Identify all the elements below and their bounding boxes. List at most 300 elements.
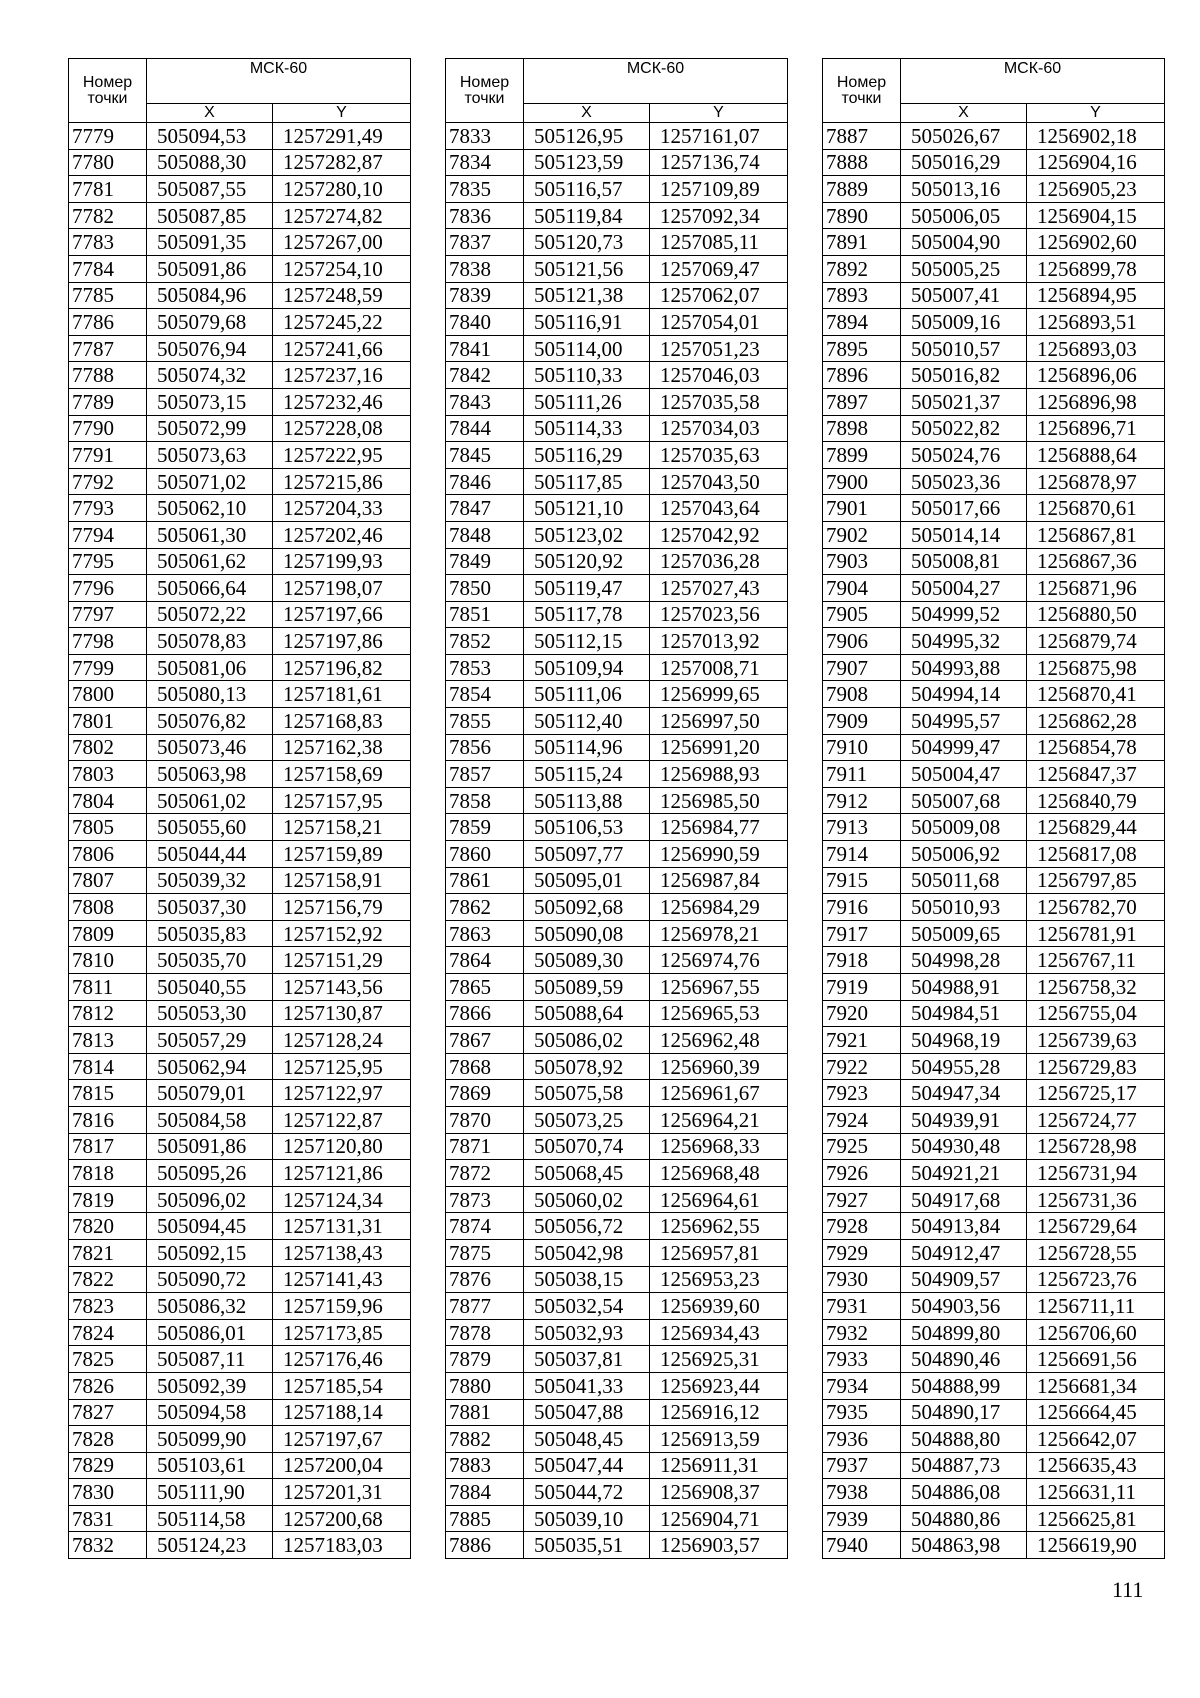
point-number-cell: 7863: [446, 920, 524, 947]
point-number-cell: 7911: [823, 761, 901, 788]
x-coordinate-cell: 505117,85: [524, 468, 650, 495]
table-row: [69, 1266, 411, 1293]
table-row: [823, 229, 1165, 256]
table-row: [823, 1293, 1165, 1320]
table-row: [823, 362, 1165, 389]
table-row: [823, 495, 1165, 522]
table-row: [69, 1479, 411, 1506]
x-coordinate-cell: 505095,26: [147, 1160, 273, 1187]
point-number-cell: 7845: [446, 442, 524, 469]
table-row: [823, 681, 1165, 708]
point-number-cell: 7840: [446, 309, 524, 336]
x-coordinate-cell: 504993,88: [901, 654, 1027, 681]
y-coordinate-cell: 1256888,64: [1027, 442, 1165, 469]
x-coordinate-cell: 505070,74: [524, 1133, 650, 1160]
y-coordinate-cell: 1256725,17: [1027, 1080, 1165, 1107]
x-coordinate-cell: 504909,57: [901, 1266, 1027, 1293]
y-coordinate-cell: 1257204,33: [273, 495, 411, 522]
x-coordinate-cell: 504968,19: [901, 1027, 1027, 1054]
x-coordinate-cell: 505009,08: [901, 814, 1027, 841]
table-row: [823, 1160, 1165, 1187]
point-number-cell: 7859: [446, 814, 524, 841]
x-coordinate-cell: 505037,30: [147, 894, 273, 921]
point-number-cell: 7898: [823, 415, 901, 442]
x-coordinate-cell: 505042,98: [524, 1239, 650, 1266]
point-number-cell: 7814: [69, 1053, 147, 1080]
x-coordinate-cell: 505041,33: [524, 1372, 650, 1399]
table-row: [446, 415, 788, 442]
y-coordinate-cell: 1256871,96: [1027, 575, 1165, 602]
point-number-cell: 7884: [446, 1479, 524, 1506]
table-row: [69, 1319, 411, 1346]
y-coordinate-cell: 1256894,95: [1027, 282, 1165, 309]
table-row: [823, 442, 1165, 469]
y-coordinate-cell: 1257200,68: [273, 1505, 411, 1532]
y-coordinate-cell: 1257128,24: [273, 1027, 411, 1054]
y-coordinate-cell: 1257141,43: [273, 1266, 411, 1293]
y-coordinate-cell: 1257197,66: [273, 601, 411, 628]
y-coordinate-cell: 1257124,34: [273, 1186, 411, 1213]
x-header: X: [901, 104, 1027, 123]
table-row: [69, 974, 411, 1001]
point-number-cell: 7927: [823, 1186, 901, 1213]
x-coordinate-cell: 505047,44: [524, 1452, 650, 1479]
x-coordinate-cell: 505091,86: [147, 255, 273, 282]
table-row: [69, 841, 411, 868]
point-number-cell: 7853: [446, 654, 524, 681]
x-coordinate-cell: 505121,10: [524, 495, 650, 522]
y-coordinate-cell: 1256957,81: [650, 1239, 788, 1266]
table-row: [823, 654, 1165, 681]
point-number-cell: 7809: [69, 920, 147, 947]
table-row: [69, 601, 411, 628]
point-number-cell: 7883: [446, 1452, 524, 1479]
x-coordinate-cell: 505092,15: [147, 1239, 273, 1266]
x-coordinate-cell: 505123,59: [524, 149, 650, 176]
table-row: [69, 1000, 411, 1027]
point-number-cell: 7846: [446, 468, 524, 495]
point-number-cell: 7806: [69, 841, 147, 868]
table-row: [446, 1293, 788, 1320]
table-row: [446, 1027, 788, 1054]
x-coordinate-cell: 505115,24: [524, 761, 650, 788]
y-coordinate-cell: 1256964,21: [650, 1106, 788, 1133]
x-coordinate-cell: 505071,02: [147, 468, 273, 495]
table-row: [69, 176, 411, 203]
y-coordinate-cell: 1256840,79: [1027, 787, 1165, 814]
table-row: [446, 1239, 788, 1266]
y-coordinate-cell: 1256817,08: [1027, 841, 1165, 868]
y-coordinate-cell: 1256999,65: [650, 681, 788, 708]
y-header: Y: [273, 104, 411, 123]
table-row: [446, 521, 788, 548]
y-coordinate-cell: 1256878,97: [1027, 468, 1165, 495]
table-row: [69, 1372, 411, 1399]
y-coordinate-cell: 1256691,56: [1027, 1346, 1165, 1373]
table-row: [823, 1106, 1165, 1133]
table-row: [446, 255, 788, 282]
table-row: [823, 787, 1165, 814]
y-coordinate-cell: 1257158,21: [273, 814, 411, 841]
y-coordinate-cell: 1256880,50: [1027, 601, 1165, 628]
table-row: [69, 229, 411, 256]
y-coordinate-cell: 1257159,96: [273, 1293, 411, 1320]
y-coordinate-cell: 1257202,46: [273, 521, 411, 548]
y-coordinate-cell: 1256893,03: [1027, 335, 1165, 362]
page-number: 111: [1112, 1577, 1144, 1602]
point-number-cell: 7890: [823, 202, 901, 229]
x-coordinate-cell: 505116,91: [524, 309, 650, 336]
point-number-cell: 7923: [823, 1080, 901, 1107]
point-number-cell: 7899: [823, 442, 901, 469]
y-coordinate-cell: 1256903,57: [650, 1532, 788, 1559]
x-coordinate-cell: 505094,45: [147, 1213, 273, 1240]
point-number-cell: 7804: [69, 787, 147, 814]
point-number-cell: 7910: [823, 734, 901, 761]
y-coordinate-cell: 1256797,85: [1027, 867, 1165, 894]
y-coordinate-cell: 1256939,60: [650, 1293, 788, 1320]
table-row: [823, 1319, 1165, 1346]
y-coordinate-cell: 1256988,93: [650, 761, 788, 788]
x-coordinate-cell: 504917,68: [901, 1186, 1027, 1213]
point-number-cell: 7880: [446, 1372, 524, 1399]
table-row: [69, 1452, 411, 1479]
x-coordinate-cell: 505060,02: [524, 1186, 650, 1213]
point-number-cell: 7852: [446, 628, 524, 655]
x-coordinate-cell: 505007,68: [901, 787, 1027, 814]
point-number-cell: 7795: [69, 548, 147, 575]
y-coordinate-cell: 1257232,46: [273, 388, 411, 415]
y-coordinate-cell: 1256997,50: [650, 708, 788, 735]
y-coordinate-cell: 1256631,11: [1027, 1479, 1165, 1506]
x-coordinate-cell: 505062,10: [147, 495, 273, 522]
coordinates-table-2: [445, 58, 788, 1559]
point-number-cell: 7849: [446, 548, 524, 575]
y-coordinate-cell: 1257152,92: [273, 920, 411, 947]
x-coordinate-cell: 505096,02: [147, 1186, 273, 1213]
x-coordinate-cell: 505110,33: [524, 362, 650, 389]
table-row: [823, 974, 1165, 1001]
table-row: [69, 1239, 411, 1266]
y-coordinate-cell: 1257043,64: [650, 495, 788, 522]
point-number-cell: 7902: [823, 521, 901, 548]
point-number-cell: 7912: [823, 787, 901, 814]
y-coordinate-cell: 1257122,87: [273, 1106, 411, 1133]
x-coordinate-cell: 505106,53: [524, 814, 650, 841]
table-row: [446, 681, 788, 708]
x-coordinate-cell: 505016,29: [901, 149, 1027, 176]
x-coordinate-cell: 505068,45: [524, 1160, 650, 1187]
point-number-cell: 7930: [823, 1266, 901, 1293]
x-coordinate-cell: 505023,36: [901, 468, 1027, 495]
x-coordinate-cell: 505013,16: [901, 176, 1027, 203]
table-row: [446, 1266, 788, 1293]
table-row: [446, 734, 788, 761]
table-row: [823, 1532, 1165, 1559]
table-row: [446, 1000, 788, 1027]
point-number-cell: 7834: [446, 149, 524, 176]
x-coordinate-cell: 505006,92: [901, 841, 1027, 868]
table-row: [823, 601, 1165, 628]
x-coordinate-cell: 505035,70: [147, 947, 273, 974]
point-number-cell: 7850: [446, 575, 524, 602]
y-coordinate-cell: 1256984,29: [650, 894, 788, 921]
x-coordinate-cell: 505086,02: [524, 1027, 650, 1054]
table-row: [69, 202, 411, 229]
table-row: [69, 1080, 411, 1107]
x-coordinate-cell: 505004,47: [901, 761, 1027, 788]
table-row: [446, 1213, 788, 1240]
x-coordinate-cell: 504863,98: [901, 1532, 1027, 1559]
point-number-cell: 7932: [823, 1319, 901, 1346]
x-coordinate-cell: 505038,15: [524, 1266, 650, 1293]
table-row: [446, 1532, 788, 1559]
y-coordinate-cell: 1257168,83: [273, 708, 411, 735]
table-row: [823, 1080, 1165, 1107]
table-row: [69, 787, 411, 814]
x-coordinate-cell: 505010,93: [901, 894, 1027, 921]
table-row: [446, 867, 788, 894]
point-number-cell: 7843: [446, 388, 524, 415]
x-coordinate-cell: 504880,86: [901, 1505, 1027, 1532]
point-number-cell: 7789: [69, 388, 147, 415]
table-row: [823, 1346, 1165, 1373]
table-row: [823, 1213, 1165, 1240]
x-coordinate-cell: 505114,00: [524, 335, 650, 362]
x-coordinate-cell: 505094,53: [147, 123, 273, 150]
point-number-cell: 7813: [69, 1027, 147, 1054]
x-coordinate-cell: 505119,84: [524, 202, 650, 229]
y-coordinate-cell: 1256862,28: [1027, 708, 1165, 735]
x-coordinate-cell: 505032,93: [524, 1319, 650, 1346]
y-coordinate-cell: 1256896,06: [1027, 362, 1165, 389]
point-number-cell: 7904: [823, 575, 901, 602]
point-number-cell: 7887: [823, 123, 901, 150]
table-row: [69, 1505, 411, 1532]
y-coordinate-cell: 1256913,59: [650, 1426, 788, 1453]
table-row: [446, 1372, 788, 1399]
x-coordinate-cell: 504887,73: [901, 1452, 1027, 1479]
point-number-cell: 7781: [69, 176, 147, 203]
x-coordinate-cell: 504890,46: [901, 1346, 1027, 1373]
x-coordinate-cell: 504921,21: [901, 1160, 1027, 1187]
point-number-cell: 7788: [69, 362, 147, 389]
point-number-cell: 7881: [446, 1399, 524, 1426]
y-coordinate-cell: 1257013,92: [650, 628, 788, 655]
y-coordinate-cell: 1256925,31: [650, 1346, 788, 1373]
x-coordinate-cell: 504999,52: [901, 601, 1027, 628]
x-coordinate-cell: 505017,66: [901, 495, 1027, 522]
x-coordinate-cell: 505016,82: [901, 362, 1027, 389]
table-row: [446, 601, 788, 628]
y-coordinate-cell: 1256879,74: [1027, 628, 1165, 655]
table-row: [69, 734, 411, 761]
x-coordinate-cell: 505032,54: [524, 1293, 650, 1320]
x-coordinate-cell: 504899,80: [901, 1319, 1027, 1346]
y-coordinate-cell: 1257188,14: [273, 1399, 411, 1426]
x-coordinate-cell: 505094,58: [147, 1399, 273, 1426]
table-row: [446, 1106, 788, 1133]
table-row: [823, 521, 1165, 548]
point-number-cell: 7939: [823, 1505, 901, 1532]
point-number-cell: 7900: [823, 468, 901, 495]
point-number-cell: 7837: [446, 229, 524, 256]
point-number-cell: 7819: [69, 1186, 147, 1213]
table-row: [446, 654, 788, 681]
y-coordinate-cell: 1257092,34: [650, 202, 788, 229]
x-coordinate-cell: 505089,59: [524, 974, 650, 1001]
y-coordinate-cell: 1257121,86: [273, 1160, 411, 1187]
table-row: [823, 1426, 1165, 1453]
y-coordinate-cell: 1256870,41: [1027, 681, 1165, 708]
x-coordinate-cell: 505111,90: [147, 1479, 273, 1506]
y-coordinate-cell: 1256984,77: [650, 814, 788, 841]
x-coordinate-cell: 505009,16: [901, 309, 1027, 336]
table-row: [69, 814, 411, 841]
table-row: [823, 1027, 1165, 1054]
x-coordinate-cell: 504886,08: [901, 1479, 1027, 1506]
table-row: [69, 628, 411, 655]
table-row: [69, 1160, 411, 1187]
y-coordinate-cell: 1256739,63: [1027, 1027, 1165, 1054]
point-number-cell: 7869: [446, 1080, 524, 1107]
point-number-cell: 7829: [69, 1452, 147, 1479]
y-coordinate-cell: 1257222,95: [273, 442, 411, 469]
x-coordinate-cell: 505084,58: [147, 1106, 273, 1133]
table-row: [823, 1053, 1165, 1080]
x-coordinate-cell: 505004,90: [901, 229, 1027, 256]
table-row: [823, 388, 1165, 415]
y-coordinate-cell: 1256962,48: [650, 1027, 788, 1054]
y-coordinate-cell: 1257282,87: [273, 149, 411, 176]
point-number-cell: 7918: [823, 947, 901, 974]
y-coordinate-cell: 1256904,15: [1027, 202, 1165, 229]
x-coordinate-cell: 505035,51: [524, 1532, 650, 1559]
y-coordinate-cell: 1256896,71: [1027, 415, 1165, 442]
y-coordinate-cell: 1257280,10: [273, 176, 411, 203]
table-row: [823, 176, 1165, 203]
y-coordinate-cell: 1257036,28: [650, 548, 788, 575]
point-number-cell: 7841: [446, 335, 524, 362]
point-number-cell: 7833: [446, 123, 524, 150]
table-row: [446, 229, 788, 256]
y-coordinate-cell: 1257008,71: [650, 654, 788, 681]
point-number-cell: 7782: [69, 202, 147, 229]
x-coordinate-cell: 505113,88: [524, 787, 650, 814]
table-row: [823, 1399, 1165, 1426]
y-coordinate-cell: 1256968,48: [650, 1160, 788, 1187]
y-coordinate-cell: 1257143,56: [273, 974, 411, 1001]
y-coordinate-cell: 1256867,81: [1027, 521, 1165, 548]
y-coordinate-cell: 1257158,91: [273, 867, 411, 894]
point-number-cell: 7823: [69, 1293, 147, 1320]
y-coordinate-cell: 1256619,90: [1027, 1532, 1165, 1559]
x-coordinate-cell: 505117,78: [524, 601, 650, 628]
y-coordinate-cell: 1257120,80: [273, 1133, 411, 1160]
y-header: Y: [650, 104, 788, 123]
point-number-cell: 7838: [446, 255, 524, 282]
table-row: [446, 123, 788, 150]
point-number-cell: 7785: [69, 282, 147, 309]
point-number-cell: 7799: [69, 654, 147, 681]
point-number-cell: 7886: [446, 1532, 524, 1559]
x-coordinate-cell: 504888,80: [901, 1426, 1027, 1453]
y-coordinate-cell: 1257201,31: [273, 1479, 411, 1506]
point-number-cell: 7802: [69, 734, 147, 761]
y-coordinate-cell: 1257274,82: [273, 202, 411, 229]
point-number-cell: 7803: [69, 761, 147, 788]
point-number-cell: 7854: [446, 681, 524, 708]
y-coordinate-cell: 1256706,60: [1027, 1319, 1165, 1346]
table-row: [69, 1346, 411, 1373]
table-row: [823, 548, 1165, 575]
x-coordinate-cell: 505035,83: [147, 920, 273, 947]
y-coordinate-cell: 1256985,50: [650, 787, 788, 814]
point-number-cell: 7893: [823, 282, 901, 309]
table-row: [823, 202, 1165, 229]
x-coordinate-cell: 505091,35: [147, 229, 273, 256]
y-coordinate-cell: 1257197,86: [273, 628, 411, 655]
x-coordinate-cell: 505073,46: [147, 734, 273, 761]
table-row: [69, 1133, 411, 1160]
x-coordinate-cell: 505111,06: [524, 681, 650, 708]
point-number-cell: 7931: [823, 1293, 901, 1320]
point-number-cell: 7875: [446, 1239, 524, 1266]
table-row: [69, 947, 411, 974]
y-coordinate-cell: 1256908,37: [650, 1479, 788, 1506]
x-coordinate-cell: 505109,94: [524, 654, 650, 681]
x-coordinate-cell: 504995,32: [901, 628, 1027, 655]
table-row: [69, 867, 411, 894]
coordinates-table-1: [68, 58, 411, 1559]
table-row: [446, 1426, 788, 1453]
x-coordinate-cell: 505026,67: [901, 123, 1027, 150]
table-row: [69, 495, 411, 522]
y-coordinate-cell: 1256964,61: [650, 1186, 788, 1213]
point-number-cell: 7906: [823, 628, 901, 655]
x-coordinate-cell: 505123,02: [524, 521, 650, 548]
x-coordinate-cell: 505062,94: [147, 1053, 273, 1080]
y-coordinate-cell: 1256731,94: [1027, 1160, 1165, 1187]
table-row: [69, 1399, 411, 1426]
table-row: [823, 1186, 1165, 1213]
y-coordinate-cell: 1257131,31: [273, 1213, 411, 1240]
point-number-cell: 7872: [446, 1160, 524, 1187]
point-number-cell: 7873: [446, 1186, 524, 1213]
x-coordinate-cell: 505039,10: [524, 1505, 650, 1532]
table-row: [69, 388, 411, 415]
y-coordinate-cell: 1256904,16: [1027, 149, 1165, 176]
point-number-cell: 7847: [446, 495, 524, 522]
table-row: [69, 1213, 411, 1240]
point-number-cell: 7865: [446, 974, 524, 1001]
x-coordinate-cell: 505063,98: [147, 761, 273, 788]
x-coordinate-cell: 505073,25: [524, 1106, 650, 1133]
coordinates-table-3: [822, 58, 1165, 1559]
table-row: [823, 841, 1165, 868]
point-number-cell: 7937: [823, 1452, 901, 1479]
point-number-cell: 7810: [69, 947, 147, 974]
point-number-cell: 7827: [69, 1399, 147, 1426]
point-number-cell: 7839: [446, 282, 524, 309]
x-coordinate-cell: 505072,99: [147, 415, 273, 442]
x-coordinate-cell: 505076,82: [147, 708, 273, 735]
table-row: [69, 255, 411, 282]
y-coordinate-cell: 1256902,60: [1027, 229, 1165, 256]
x-coordinate-cell: 505076,94: [147, 335, 273, 362]
y-coordinate-cell: 1257109,89: [650, 176, 788, 203]
x-coordinate-cell: 505116,29: [524, 442, 650, 469]
